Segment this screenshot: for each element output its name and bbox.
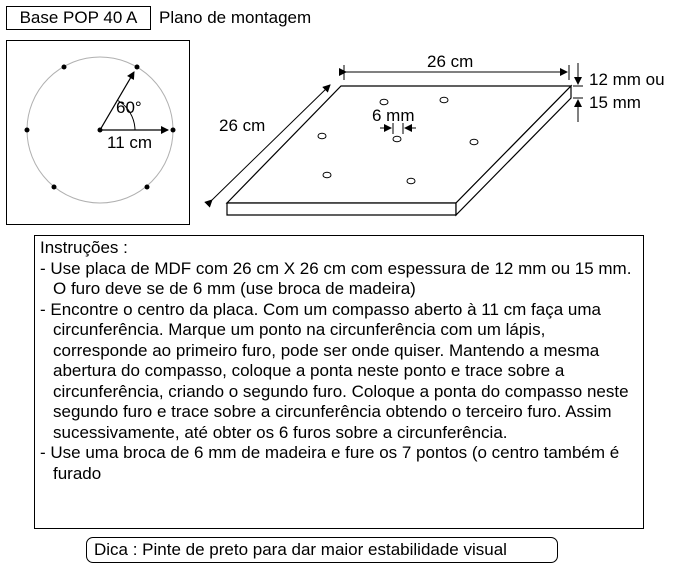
board-hole [440, 97, 448, 103]
hole-dot [52, 185, 57, 190]
tip-box [86, 537, 558, 563]
board-hole [318, 133, 326, 139]
depth-label: 26 cm [219, 116, 266, 135]
width-label: 26 cm [427, 52, 474, 71]
board-hole [380, 99, 388, 105]
thickness-label-2: 15 mm [589, 93, 641, 112]
board-hole [470, 139, 478, 145]
hole-dot [171, 128, 176, 133]
page-subtitle: Plano de montagem [159, 8, 312, 27]
board-side-face [227, 203, 456, 215]
instruction-item: - Use placa de MDF com 26 cm X 26 cm com espessura de 12 mm ou 15 mm. O furo deve se de 6 mm (use broca de madeira) [40, 258, 632, 298]
instruction-item: - Use uma broca de 6 mm de madeira e fure os 7 pontos (o centro também é furado [40, 443, 620, 483]
tip-text: Dica : Pinte de preto para dar maior estabilidade visual [94, 540, 507, 559]
hole-dot [135, 65, 140, 70]
instructions-heading: Instruções : [40, 238, 128, 257]
hole-dot [62, 65, 67, 70]
hole-dot [145, 185, 150, 190]
board-diagram [212, 52, 665, 215]
thickness-label-1: 12 mm ou [589, 70, 665, 89]
page-title: Base POP 40 A [19, 8, 138, 27]
angle-label: 60° [116, 98, 142, 117]
instruction-item: - Encontre o centro da placa. Com um compasso aberto à 11 cm faça uma circunferência. Marque um ponto na circunferência com um lápis, corresponde ao primeiro furo, pode ser onde quiser. Mantendo a mesma abertura do compasso, coloque a ponta neste ponto e trace sobre a circunferência, criando o segundo furo. Coloque a ponta do compasso neste segundo furo e trace sobre a circunferência obtendo o terceiro furo. Assim sucessivamente, até obter os 6 furos sobre a circunferência. [40, 299, 629, 442]
board-hole [393, 136, 401, 142]
board-hole [323, 172, 331, 178]
board-hole [407, 178, 415, 184]
instructions-box [34, 235, 644, 529]
radius-label: 11 cm [107, 133, 153, 152]
hole-size-label: 6 mm [372, 106, 415, 125]
circle-diagram [25, 57, 176, 203]
hole-dot [25, 128, 30, 133]
